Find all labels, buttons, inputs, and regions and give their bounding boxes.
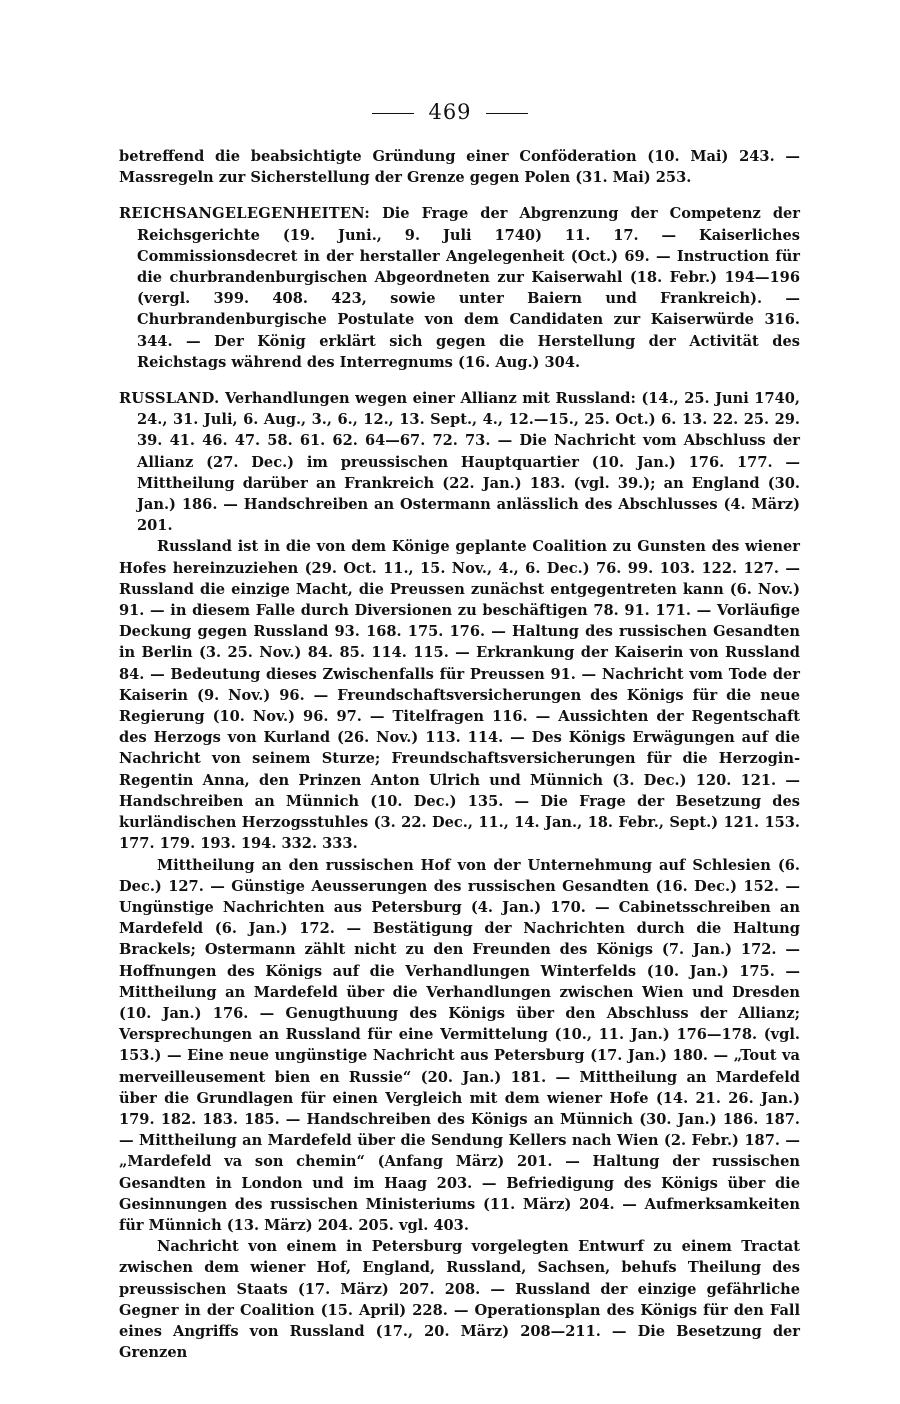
header-rule-left [372,113,414,114]
entry-text: Die Frage der Abgrenzung der Competenz der Reichsgerichte (19. Juni., 9. Juli 1740) 11. 17. — Kaiserliches Commissionsdecret in der herstaller Angelegenheit (Oct.) 69. — Instruction für die churbrandenburgischen Abgeordneten zur Kaiserwahl (18. Febr.) 194—196 (vergl. 399. 408. 423, sowie unter Baiern und Frankreich). — Churbrandenburgische Postulate von dem Candidaten zur Kaiserwürde 316. 344. — Der König erklärt sich gegen die Herstellung der Activität des Reichstags während des Interregnums (16. Aug.) 304. [137,205,800,371]
paragraph: Nachricht von einem in Petersburg vorgelegten Entwurf zu einem Tractat zwischen dem wiener Hof, England, Russland, Sachsen, behufs Theilung des preussischen Staats (17. März) 207. 208. — Russland der einzige gefährliche Gegner in der Coalition (15. April) 228. — Operationsplan des Königs für den Fall eines Angriffs von Russland (17., 20. März) 208—211. — Die Besetzung der Grenzen [119,1238,800,1362]
header-rule-right [486,113,528,114]
entry-text: Verhandlungen wegen einer Allianz mit Russland: (14., 25. Juni 1740, 24., 31. Juli, 6. Aug., 3., 6., 12., 13. Sept., 4., 12.—15., 25. Oct.) 6. 13. 22. 25. 29. 39. 41. 46. 47. 58. 61. 62. 64—67. 72. 73. — Die Nachricht vom Abschluss der Allianz (27. Dec.) im preussischen Hauptquartier (10. Jan.) 176. 177. — Mittheilung darüber an Frankreich (22. Jan.) 183. (vgl. 39.); an England (30. Jan.) 186. — Handschreiben an Ostermann anlässlich des Abschlusses (4. März) 201. [137,390,800,535]
paragraph-continuation: betreffend die beabsichtigte Gründung einer Conföderation (10. Mai) 243. — Massregeln zur Sicherstellung der Grenze gegen Polen (31. Mai) 253. [119,148,800,187]
entry-heading: RUSSLAND. [119,390,220,408]
entry-heading: REICHSANGELEGENHEITEN: [119,205,371,223]
index-text [119,146,800,1363]
paragraph: Russland ist in die von dem Könige geplante Coalition zu Gunsten des wiener Hofes hereinzuziehen (29. Oct. 11., 15. Nov., 4., 6. Dec.) 76. 99. 103. 122. 127. — Russland die einzige Macht, die Preussen zunächst entgegentreten kann (6. Nov.) 91. — in diesem Falle durch Diversionen zu beschäftigen 78. 91. 171. — Vorläufige Deckung gegen Russland 93. 168. 175. 176. — Haltung des russischen Gesandten in Berlin (3. 25. Nov.) 84. 85. 114. 115. — Erkrankung der Kaiserin von Russland 84. — Bedeutung dieses Zwischenfalls für Preussen 91. — Nachricht vom Tode der Kaiserin (9. Nov.) 96. — Freundschaftsversicherungen des Königs für die neue Regierung (10. Nov.) 96. 97. — Titelfragen 116. — Aussichten der Regentschaft des Herzogs von Kurland (26. Nov.) 113. 114. — Des Königs Erwägungen auf die Nachricht von seinem Sturze; Freundschaftsversicherungen für die Herzogin-Regentin Anna, den Prinzen Anton Ulrich und Münnich (3. Dec.) 120. 121. — Handschreiben an Münnich (10. Dec.) 135. — Die Frage der Besetzung des kurländischen Herzogsstuhles (3. 22. Dec., 11., 14. Jan., 18. Febr., Sept.) 121. 153. 177. 179. 193. 194. 332. 333. [119,538,800,853]
paragraph: Mittheilung an den russischen Hof von der Unternehmung auf Schlesien (6. Dec.) 127. — Günstige Aeusserungen des russischen Gesandten (16. Dec.) 152. — Ungünstige Nachrichten aus Petersburg (4. Jan.) 170. — Cabinetsschreiben an Mardefeld (6. Jan.) 172. — Bestätigung der Nachrichten durch die Haltung Brackels; Ostermann zählt nicht zu den Freunden des Königs (7. Jan.) 172. — Hoffnungen des Königs auf die Verhandlungen Winterfelds (10. Jan.) 175. — Mittheilung an Mardefeld über die Verhandlungen zwischen Wien und Dresden (10. Jan.) 176. — Genugthuung des Königs über den Abschluss der Allianz; Versprechungen an Russland für eine Vermittelung (10., 11. Jan.) 176—178. (vgl. 153.) — Eine neue ungünstige Nachricht aus Petersburg (17. Jan.) 180. — „Tout va merveilleusement bien en Russie“ (20. Jan.) 181. — Mittheilung an Mardefeld über die Grundlagen für einen Vergleich mit dem wiener Hofe (14. 21. 26. Jan.) 179. 182. 183. 185. — Handschreiben des Königs an Münnich (30. Jan.) 186. 187. — Mittheilung an Mardefeld über die Sendung Kellers nach Wien (2. Febr.) 187. — „Mardefeld va son chemin“ (Anfang März) 201. — Haltung der russischen Gesandten in London und im Haag 203. — Befriedigung des Königs über die Gesinnungen des russischen Ministeriums (11. März) 204. — Aufmerksamkeiten für Münnich (13. März) 204. 205. vgl. 403. [119,856,800,1234]
page-number: 469 [428,100,472,124]
page-number-header [0,100,900,124]
index-entry-reichsangelegenheiten [119,203,800,373]
index-entry-russland [119,388,800,536]
